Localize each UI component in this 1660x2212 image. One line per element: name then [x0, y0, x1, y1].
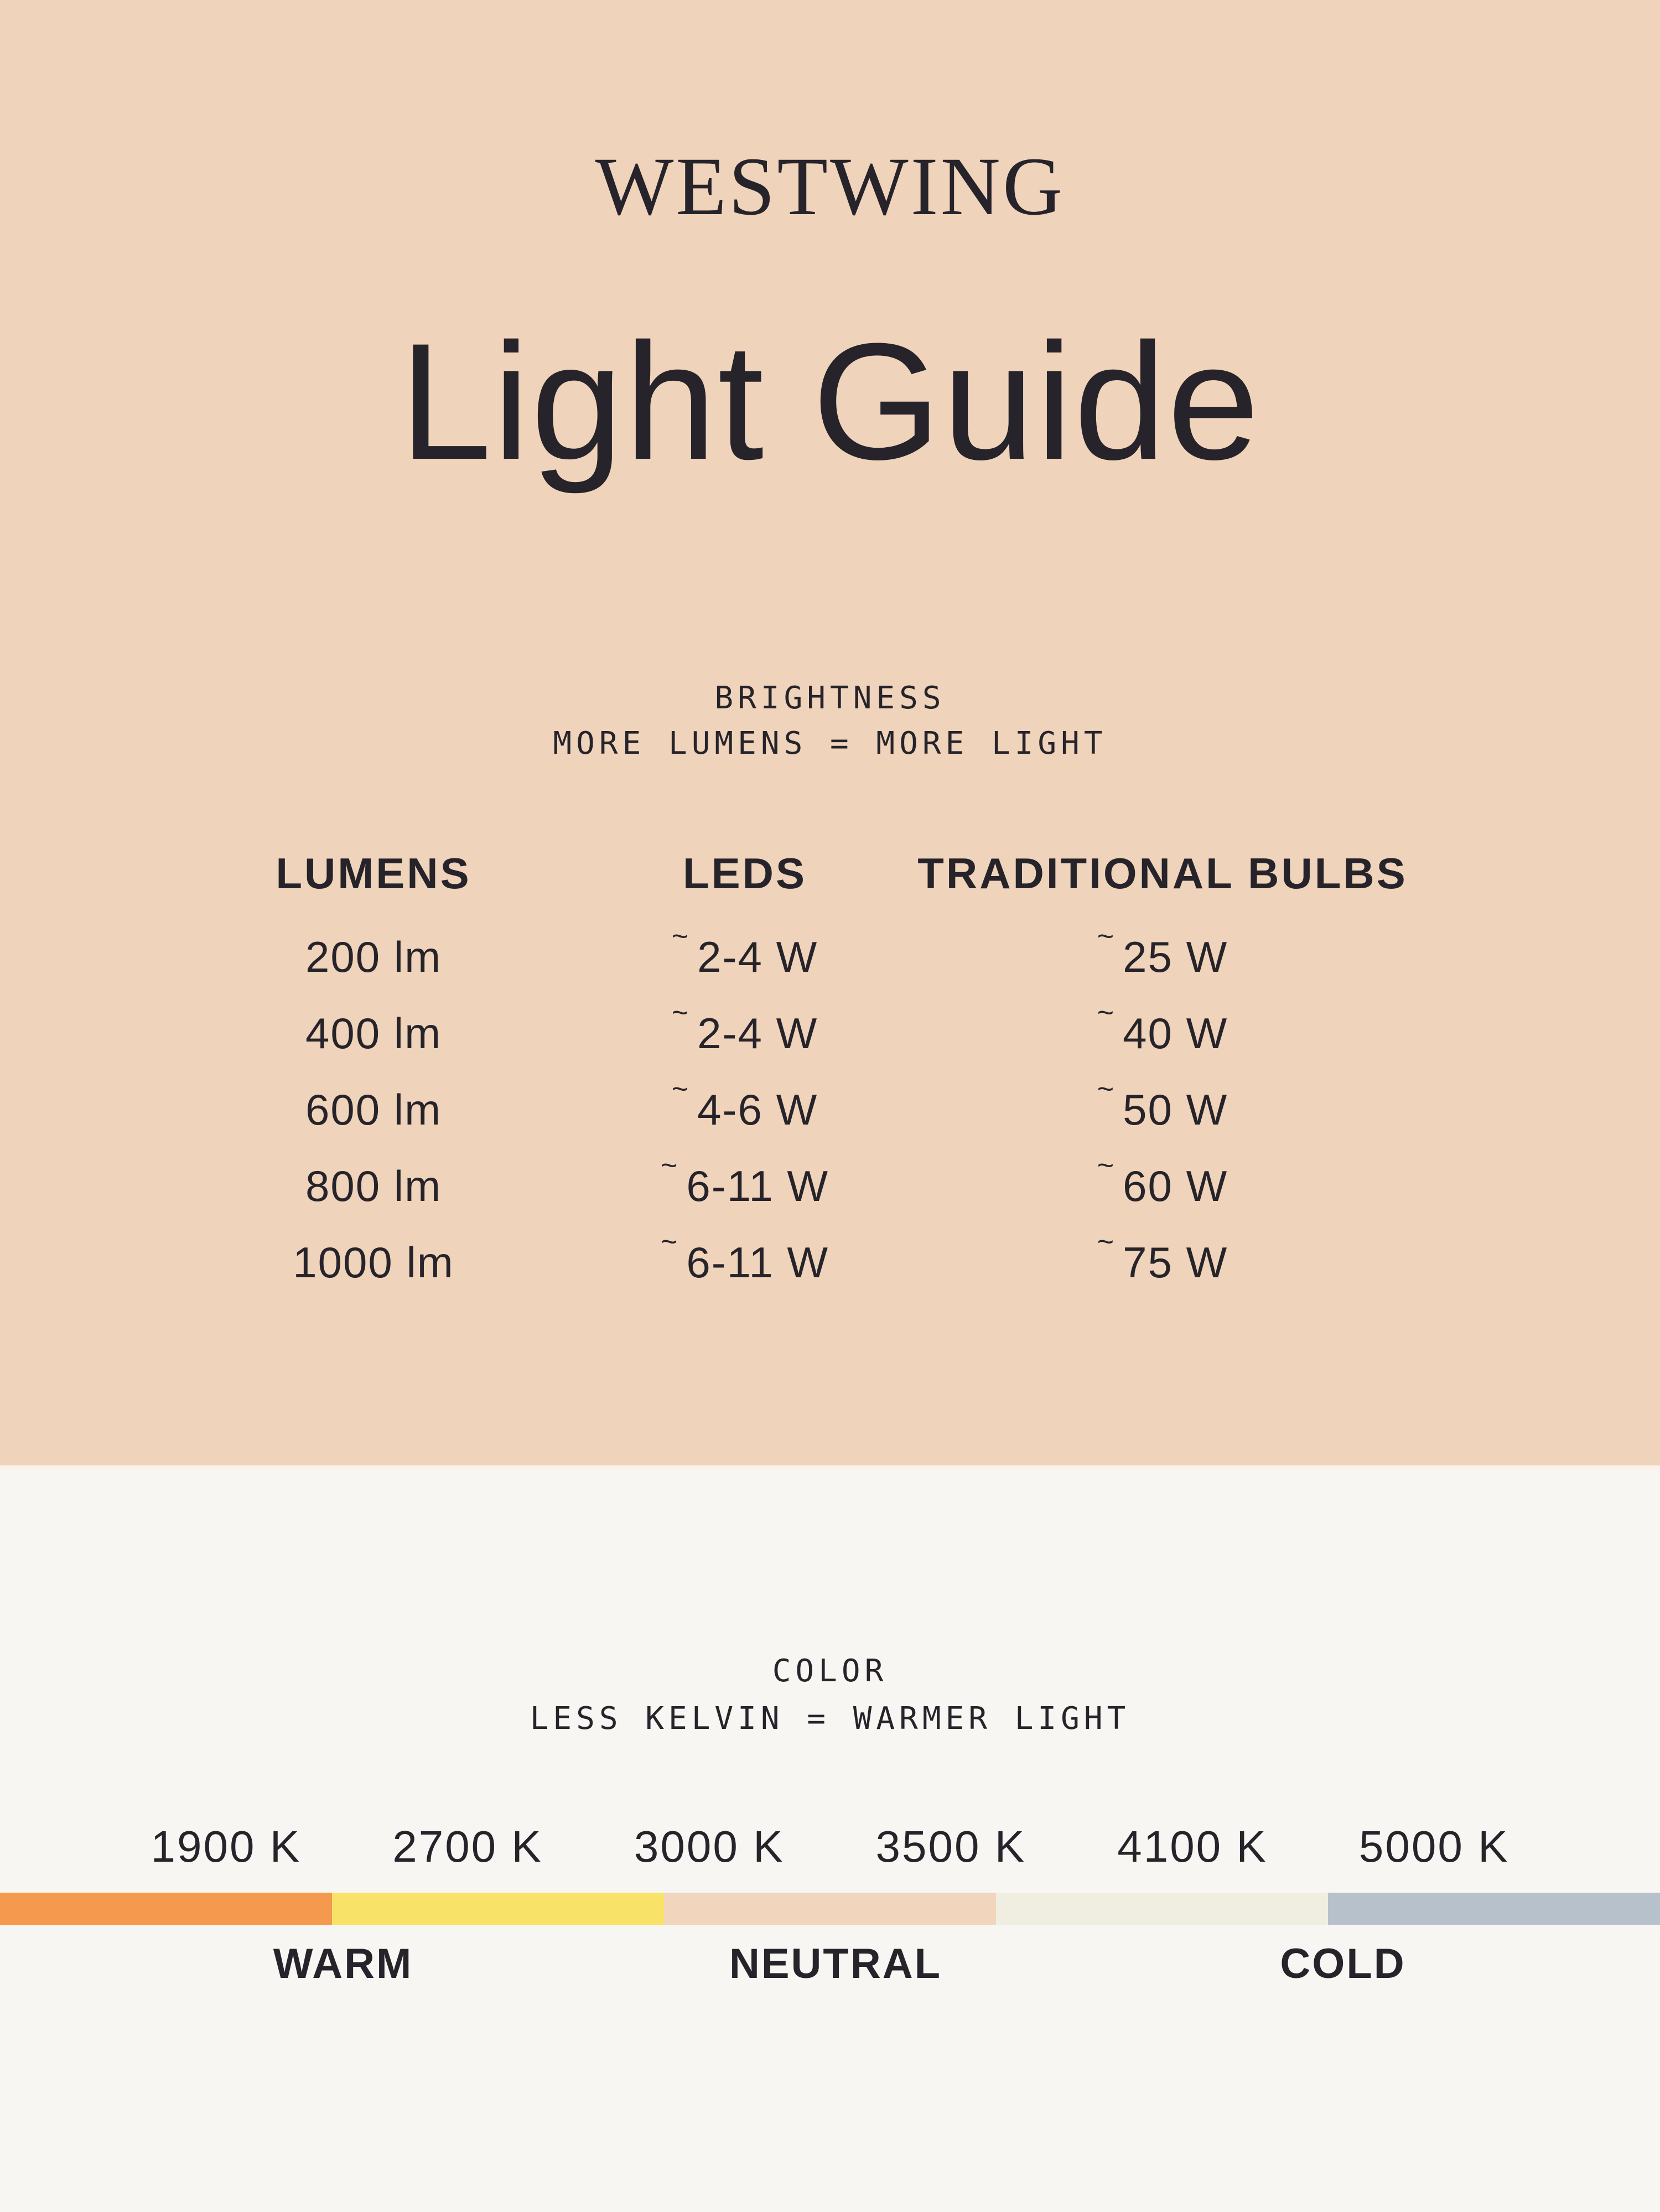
- cell-leds-value: 6-11 W: [686, 1237, 829, 1287]
- kelvin-label: 1900 K: [151, 1822, 302, 1871]
- approx-tilde: ~: [1097, 997, 1116, 1029]
- temperature-label-neutral: NEUTRAL: [729, 1940, 942, 1987]
- cell-lumens: 200 lm: [305, 932, 442, 981]
- kelvin-scale-labels: [105, 1822, 1555, 1871]
- approx-tilde: ~: [671, 920, 690, 952]
- approx-tilde: ~: [661, 1226, 679, 1258]
- cell-bulbs-value: 40 W: [1123, 1008, 1228, 1058]
- temperature-label-cold: COLD: [1280, 1940, 1406, 1987]
- kelvin-label: 3500 K: [875, 1822, 1026, 1871]
- lumens-table: [166, 919, 1417, 1301]
- brightness-heading: BRIGHTNESS: [714, 680, 946, 716]
- temperature-label-warm: WARM: [273, 1940, 413, 1987]
- cell-leds: [581, 995, 909, 1071]
- color-section: [0, 1465, 1660, 2212]
- approx-tilde: ~: [1097, 1073, 1116, 1105]
- page-title: Light Guide: [399, 308, 1261, 494]
- header-traditional-bulbs: TRADITIONAL BULBS: [917, 849, 1408, 898]
- approx-tilde: ~: [1097, 1149, 1116, 1182]
- bar-segment-cold-gray-blue: [1328, 1893, 1660, 1925]
- cell-leds-value: 2-4 W: [697, 1008, 818, 1058]
- cell-lumens: 800 lm: [305, 1161, 442, 1210]
- color-temperature-bar: [0, 1893, 1660, 1925]
- color-heading: COLOR: [772, 1653, 888, 1689]
- bar-segment-warm-yellow: [332, 1893, 664, 1925]
- approx-tilde: ~: [671, 997, 690, 1029]
- cell-bulbs: [909, 995, 1417, 1071]
- cell-leds: [581, 1224, 909, 1301]
- cell-leds: [581, 1071, 909, 1148]
- kelvin-label: 2700 K: [392, 1822, 543, 1871]
- bar-segment-warm-orange: [0, 1893, 332, 1925]
- brand-logo: WESTWING: [595, 141, 1065, 232]
- brightness-subheading: MORE LUMENS = MORE LIGHT: [553, 726, 1107, 761]
- kelvin-label: 5000 K: [1358, 1822, 1509, 1871]
- cell-bulbs-value: 25 W: [1123, 932, 1228, 981]
- header-leds: LEDS: [682, 849, 807, 898]
- cell-lumens: 600 lm: [305, 1085, 442, 1134]
- kelvin-label: 4100 K: [1117, 1822, 1268, 1871]
- cell-bulbs: [909, 1071, 1417, 1148]
- kelvin-label: 3000 K: [634, 1822, 785, 1871]
- cell-leds-value: 4-6 W: [697, 1085, 818, 1134]
- cell-bulbs: [909, 1148, 1417, 1224]
- color-subheading: LESS KELVIN = WARMER LIGHT: [530, 1701, 1130, 1737]
- cell-bulbs-value: 60 W: [1123, 1161, 1228, 1210]
- cell-bulbs-value: 75 W: [1123, 1237, 1228, 1287]
- cell-bulbs: [909, 1224, 1417, 1301]
- cell-lumens: 1000 lm: [293, 1237, 454, 1287]
- approx-tilde: ~: [671, 1073, 690, 1105]
- lumens-table-header: [166, 849, 1417, 898]
- approx-tilde: ~: [661, 1149, 679, 1182]
- section-divider: [0, 1465, 1660, 1471]
- bar-segment-neutral-peach: [664, 1893, 996, 1925]
- cell-lumens: 400 lm: [305, 1008, 442, 1058]
- cell-bulbs: [909, 919, 1417, 995]
- approx-tilde: ~: [1097, 920, 1116, 952]
- cell-bulbs-value: 50 W: [1123, 1085, 1228, 1134]
- approx-tilde: ~: [1097, 1226, 1116, 1258]
- cell-leds: [581, 919, 909, 995]
- bar-segment-neutral-beige: [996, 1893, 1328, 1925]
- cell-leds: [581, 1148, 909, 1224]
- header-lumens: LUMENS: [276, 849, 471, 898]
- cell-leds-value: 6-11 W: [686, 1161, 829, 1210]
- cell-leds-value: 2-4 W: [697, 932, 818, 981]
